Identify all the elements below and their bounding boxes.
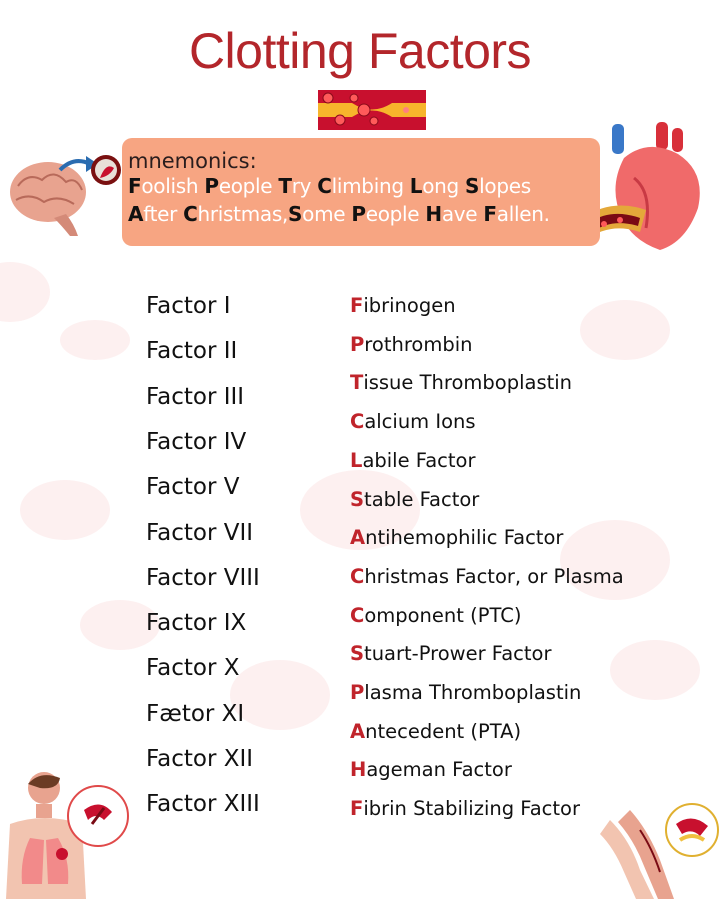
description-rest: table Factor: [364, 487, 480, 511]
factor-description: [350, 410, 476, 433]
description-rest: omponent (PTC): [364, 603, 522, 627]
factor-description: [350, 449, 476, 472]
description-rest: ageman Factor: [366, 758, 512, 782]
background-blob: [560, 520, 670, 600]
mnemonic-word-rest: eople: [218, 174, 279, 198]
mnemonic-initial: T: [278, 174, 292, 198]
mnemonic-initial: L: [409, 174, 423, 198]
factor-name: Factor IX: [146, 610, 247, 637]
background-blob: [60, 320, 130, 360]
mnemonic-initial: C: [183, 202, 198, 226]
factor-name: Factor II: [146, 338, 238, 365]
factor-description: [350, 797, 580, 820]
mnemonic-word-rest: lopes: [479, 174, 531, 198]
factor-description: [350, 565, 624, 588]
description-rest: hristmas Factor, or Plasma: [364, 564, 624, 588]
background-blob: [230, 660, 330, 730]
description-rest: lasma Thromboplastin: [364, 681, 582, 704]
background-blob: [610, 640, 700, 700]
mnemonic-initial: A: [128, 202, 144, 226]
factor-description: [350, 604, 521, 627]
mnemonic-initial: P: [351, 202, 366, 226]
factor-name: Factor VII: [146, 519, 254, 546]
description-rest: ibrinogen: [363, 294, 456, 317]
description-initial: F: [350, 797, 364, 821]
description-initial: A: [350, 526, 366, 550]
mnemonic-initial: S: [288, 202, 303, 226]
mnemonic-box: [122, 138, 600, 246]
mnemonic-line-2: [128, 200, 600, 228]
factor-description: [350, 526, 563, 549]
factor-description: [350, 488, 479, 511]
factor-name: Fætor XI: [146, 700, 245, 727]
description-initial: F: [350, 294, 364, 317]
mnemonic-word-rest: ry: [291, 174, 318, 198]
description-initial: C: [350, 564, 365, 588]
description-initial: P: [350, 681, 365, 704]
mnemonic-word-rest: oolish: [141, 174, 205, 198]
mnemonic-initial: F: [483, 202, 497, 226]
description-rest: abile Factor: [362, 448, 476, 472]
description-initial: C: [350, 410, 365, 434]
factor-name: Factor III: [146, 383, 245, 410]
mnemonic-word-rest: ave: [441, 202, 484, 226]
factor-description: [350, 720, 521, 743]
mnemonic-line-1: [128, 172, 600, 200]
legs-icon: [600, 800, 720, 899]
factor-name: Factor IV: [146, 428, 247, 455]
factor-description: [350, 681, 581, 704]
description-rest: issue Thromboplastin: [363, 371, 573, 395]
mnemonic-word-rest: ong: [422, 174, 466, 198]
blood-vessel-icon: [318, 90, 426, 130]
factor-name: Factor I: [146, 293, 231, 319]
background-blob: [0, 262, 50, 322]
mnemonic-word-rest: ome: [302, 202, 352, 226]
mnemonic-initial: H: [425, 202, 442, 226]
description-initial: T: [350, 371, 364, 395]
factor-name: Factor V: [146, 474, 240, 501]
description-initial: A: [350, 719, 366, 743]
description-rest: ntecedent (PTA): [365, 719, 522, 743]
factor-description: [350, 371, 572, 394]
factor-name: Factor VIII: [146, 564, 260, 591]
brain-icon: [4, 142, 122, 238]
description-initial: P: [350, 332, 365, 356]
mnemonic-word-rest: limbing: [331, 174, 410, 198]
factor-name: Factor X: [146, 655, 240, 682]
mnemonic-initial: F: [128, 174, 142, 198]
heart-icon: [582, 118, 716, 260]
factor-description: [350, 333, 473, 356]
background-blob: [580, 300, 670, 360]
mnemonic-initial: S: [465, 174, 480, 198]
description-rest: alcium Ions: [364, 410, 476, 434]
mnemonic-word-rest: fter: [143, 202, 184, 226]
description-rest: rothrombin: [364, 332, 473, 356]
mnemonic-label: mnemonics:: [128, 149, 257, 173]
factor-description: [350, 294, 456, 317]
description-initial: L: [350, 448, 363, 472]
description-rest: ntihemophilic Factor: [365, 526, 564, 550]
lungs-icon: [0, 768, 132, 899]
description-rest: tuart-Prower Factor: [364, 642, 552, 666]
mnemonic-word-rest: hristmas,: [197, 202, 289, 226]
mnemonic-word-rest: allen.: [496, 202, 550, 226]
factor-name: Factor XII: [146, 746, 254, 772]
background-blob: [20, 480, 110, 540]
description-initial: S: [350, 642, 365, 666]
factor-description: [350, 758, 512, 781]
description-initial: S: [350, 487, 365, 511]
mnemonic-initial: C: [317, 174, 332, 198]
mnemonic-initial: P: [204, 174, 219, 198]
description-initial: H: [350, 758, 367, 782]
mnemonic-word-rest: eople: [365, 202, 426, 226]
description-rest: ibrin Stabilizing Factor: [363, 797, 580, 821]
page-title: Clotting Factors: [188, 23, 532, 79]
description-initial: C: [350, 603, 365, 627]
factor-description: [350, 642, 552, 665]
factor-name: Factor XIII: [146, 791, 260, 818]
